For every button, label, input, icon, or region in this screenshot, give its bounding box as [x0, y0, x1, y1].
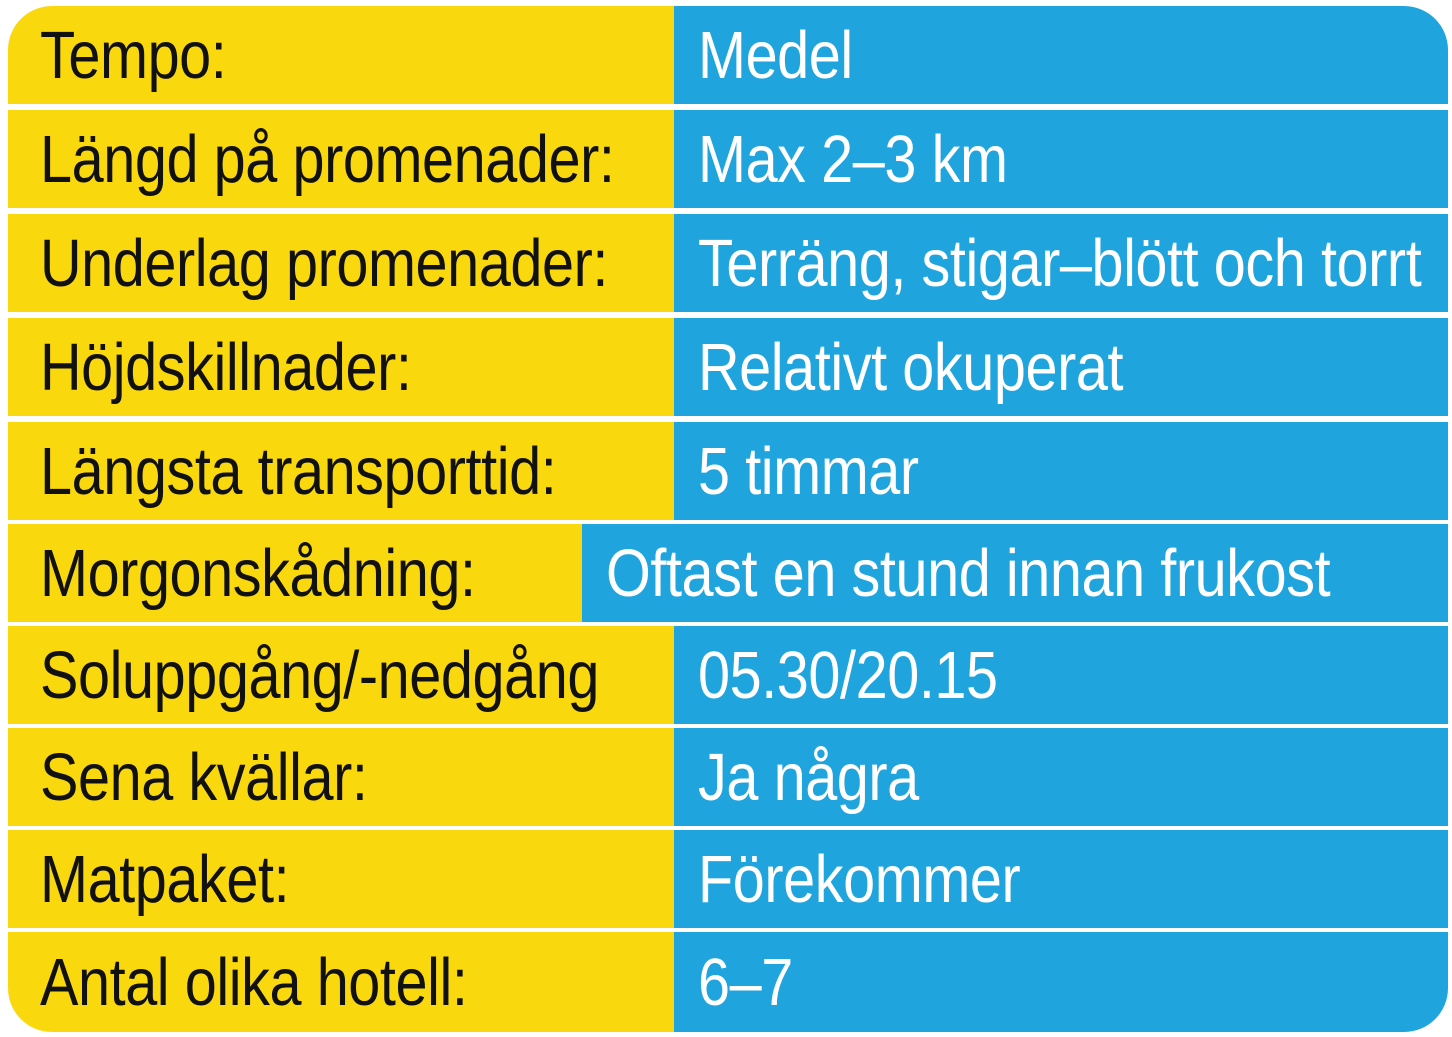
- row-value: [582, 524, 1448, 622]
- table-row: [8, 318, 1448, 416]
- table-row: [8, 6, 1448, 104]
- walk-surface-label: Underlag promenader:: [40, 225, 608, 301]
- row-label: [8, 728, 674, 826]
- morning-birding-label: Morgonskådning:: [40, 535, 476, 611]
- hotel-count-value: 6–7: [698, 944, 793, 1020]
- late-evenings-value: Ja några: [698, 739, 919, 815]
- tempo-value: Medel: [698, 17, 853, 93]
- table-row: [8, 932, 1448, 1032]
- row-label: [8, 318, 674, 416]
- row-value: [674, 830, 1448, 928]
- sunrise-sunset-label: Soluppgång/-nedgång: [40, 637, 599, 713]
- table-row: [8, 626, 1448, 724]
- table-row: [8, 524, 1448, 622]
- table-row: [8, 214, 1448, 312]
- sunrise-sunset-value: 05.30/20.15: [698, 637, 998, 713]
- row-value: [674, 932, 1448, 1032]
- row-value: [674, 110, 1448, 208]
- row-label: [8, 932, 674, 1032]
- elevation-value: Relativt okuperat: [698, 329, 1124, 405]
- row-value: [674, 728, 1448, 826]
- row-value: [674, 6, 1448, 104]
- walk-surface-value: Terräng, stigar–blött och torrt: [698, 225, 1422, 301]
- row-value: [674, 626, 1448, 724]
- row-label: [8, 524, 582, 622]
- packed-lunch-value: Förekommer: [698, 841, 1021, 917]
- packed-lunch-label: Matpaket:: [40, 841, 290, 917]
- hotel-count-label: Antal olika hotell:: [40, 944, 468, 1020]
- row-label: [8, 6, 674, 104]
- table-row: [8, 728, 1448, 826]
- trip-facts-table: [8, 6, 1448, 1032]
- row-label: [8, 422, 674, 520]
- row-label: [8, 110, 674, 208]
- elevation-label: Höjdskillnader:: [40, 329, 412, 405]
- row-value: [674, 214, 1448, 312]
- late-evenings-label: Sena kvällar:: [40, 739, 368, 815]
- tempo-label: Tempo:: [40, 17, 227, 93]
- transport-time-value: 5 timmar: [698, 433, 919, 509]
- walk-length-label: Längd på promenader:: [40, 121, 615, 197]
- walk-length-value: Max 2–3 km: [698, 121, 1008, 197]
- table-row: [8, 830, 1448, 928]
- transport-time-label: Längsta transporttid:: [40, 433, 557, 509]
- row-value: [674, 318, 1448, 416]
- row-label: [8, 214, 674, 312]
- morning-birding-value: Oftast en stund innan frukost: [605, 535, 1331, 611]
- row-label: [8, 626, 674, 724]
- table-row: [8, 110, 1448, 208]
- row-label: [8, 830, 674, 928]
- row-value: [674, 422, 1448, 520]
- table-row: [8, 422, 1448, 520]
